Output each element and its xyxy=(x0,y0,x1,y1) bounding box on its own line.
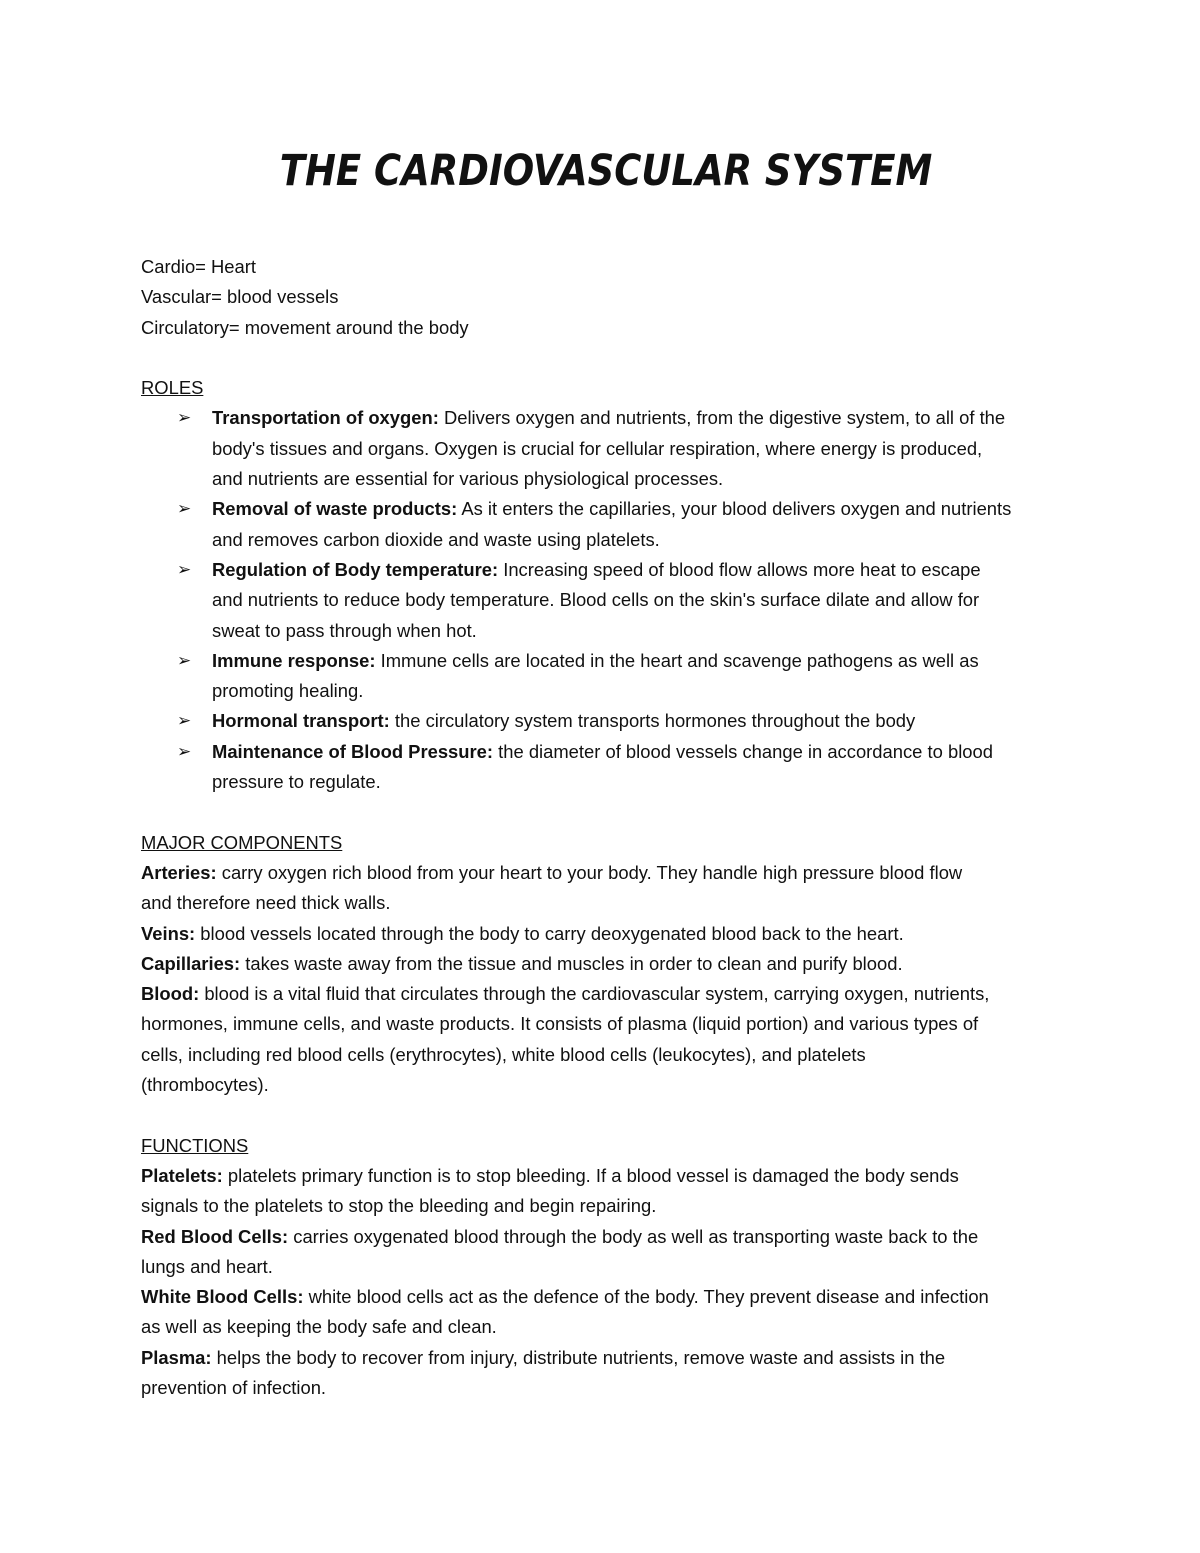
arrowhead-bullet-icon: ➢ xyxy=(177,559,192,580)
arrowhead-bullet-icon: ➢ xyxy=(177,711,192,732)
function-text: white blood cells act as the defence of the body. They prevent disease and infection xyxy=(303,1286,989,1308)
function-text: as well as keeping the body safe and clean. xyxy=(141,1316,497,1338)
function-platelets xyxy=(141,1161,1071,1222)
document-body xyxy=(141,252,1071,1403)
role-text: As it enters the capillaries, your blood delivers oxygen and nutrients xyxy=(457,498,1012,520)
component-text: (thrombocytes). xyxy=(141,1074,269,1096)
component-text: blood vessels located through the body to carry deoxygenated blood back to the heart. xyxy=(195,922,904,944)
component-veins xyxy=(141,919,1071,949)
component-text: takes waste away from the tissue and muscles in order to clean and purify blood. xyxy=(240,952,903,974)
role-text: Delivers oxygen and nutrients, from the digestive system, to all of the xyxy=(438,407,1006,429)
role-text: Increasing speed of blood flow allows more heat to escape xyxy=(498,558,981,580)
component-term: Blood: xyxy=(141,983,200,1005)
function-term: White Blood Cells: xyxy=(141,1286,304,1308)
arrowhead-bullet-icon: ➢ xyxy=(177,408,192,429)
definition-circulatory: Circulatory= movement around the body xyxy=(141,316,469,338)
role-text: Immune cells are located in the heart and scavenge pathogens as well as xyxy=(375,649,979,671)
role-text: and nutrients are essential for various physiological processes. xyxy=(212,468,724,490)
definition-vascular: Vascular= blood vessels xyxy=(141,286,339,308)
component-text: cells, including red blood cells (erythrocytes), white blood cells (leukocytes), and platelets xyxy=(141,1043,866,1065)
role-item-regulation xyxy=(141,555,1071,646)
role-term: Maintenance of Blood Pressure: xyxy=(212,740,494,762)
component-blood xyxy=(141,979,1071,1100)
function-term: Plasma: xyxy=(141,1346,212,1368)
function-text: lungs and heart. xyxy=(141,1255,273,1277)
roles-section xyxy=(141,373,1071,797)
role-item-removal xyxy=(141,494,1071,555)
functions-heading: FUNCTIONS xyxy=(141,1134,249,1156)
role-term: Regulation of Body temperature: xyxy=(212,558,499,580)
role-text: body's tissues and organs. Oxygen is crucial for cellular respiration, where energy is produced, xyxy=(212,437,983,459)
component-arteries xyxy=(141,858,1071,919)
spacer xyxy=(141,1100,1071,1130)
function-plasma xyxy=(141,1343,1071,1404)
component-text: carry oxygen rich blood from your heart to your body. They handle high pressure blood flow xyxy=(216,861,963,883)
role-text: the diameter of blood vessels change in accordance to blood xyxy=(493,740,993,762)
component-term: Arteries: xyxy=(141,861,217,883)
role-text: pressure to regulate. xyxy=(212,771,381,793)
spacer xyxy=(141,343,1071,373)
component-text: hormones, immune cells, and waste products. It consists of plasma (liquid portion) and various types of xyxy=(141,1013,979,1035)
components-section xyxy=(141,828,1071,1101)
role-item-hormonal xyxy=(141,706,1071,736)
functions-section xyxy=(141,1131,1071,1404)
function-term: Platelets: xyxy=(141,1164,223,1186)
arrowhead-bullet-icon: ➢ xyxy=(177,741,192,762)
function-text: platelets primary function is to stop bleeding. If a blood vessel is damaged the body sends xyxy=(222,1164,959,1186)
role-text: and removes carbon dioxide and waste using platelets. xyxy=(212,528,660,550)
function-red-blood-cells xyxy=(141,1222,1071,1283)
component-capillaries xyxy=(141,949,1071,979)
components-heading: MAJOR COMPONENTS xyxy=(141,831,343,853)
component-term: Capillaries: xyxy=(141,952,241,974)
component-text: blood is a vital fluid that circulates through the cardiovascular system, carrying oxygen, nutrients, xyxy=(199,983,990,1005)
component-term: Veins: xyxy=(141,922,196,944)
arrowhead-bullet-icon: ➢ xyxy=(177,499,192,520)
role-term: Immune response: xyxy=(212,649,376,671)
roles-heading: ROLES xyxy=(141,377,204,399)
role-term: Removal of waste products: xyxy=(212,498,458,520)
role-text: sweat to pass through when hot. xyxy=(212,619,477,641)
function-text: signals to the platelets to stop the bleeding and begin repairing. xyxy=(141,1195,657,1217)
role-item-blood-pressure xyxy=(141,737,1071,798)
role-text: promoting healing. xyxy=(212,680,364,702)
role-text: and nutrients to reduce body temperature. Blood cells on the skin's surface dilate and allow for xyxy=(212,589,980,611)
function-term: Red Blood Cells: xyxy=(141,1225,289,1247)
spacer xyxy=(141,797,1071,827)
function-text: carries oxygenated blood through the body as well as transporting waste back to the xyxy=(288,1225,979,1247)
definitions xyxy=(141,252,1071,343)
arrowhead-bullet-icon: ➢ xyxy=(177,650,192,671)
function-text: helps the body to recover from injury, distribute nutrients, remove waste and assists in the xyxy=(211,1346,946,1368)
component-text: and therefore need thick walls. xyxy=(141,892,391,914)
role-item-transportation xyxy=(141,403,1071,494)
role-item-immune xyxy=(141,646,1071,707)
function-white-blood-cells xyxy=(141,1282,1071,1343)
page-title: THE CARDIOVASCULAR SYSTEM xyxy=(279,146,933,196)
role-text: the circulatory system transports hormones throughout the body xyxy=(389,710,916,732)
roles-list xyxy=(141,403,1071,797)
definition-cardio: Cardio= Heart xyxy=(141,256,256,277)
function-text: prevention of infection. xyxy=(141,1376,327,1398)
role-term: Hormonal transport: xyxy=(212,710,390,732)
role-term: Transportation of oxygen: xyxy=(212,407,439,429)
